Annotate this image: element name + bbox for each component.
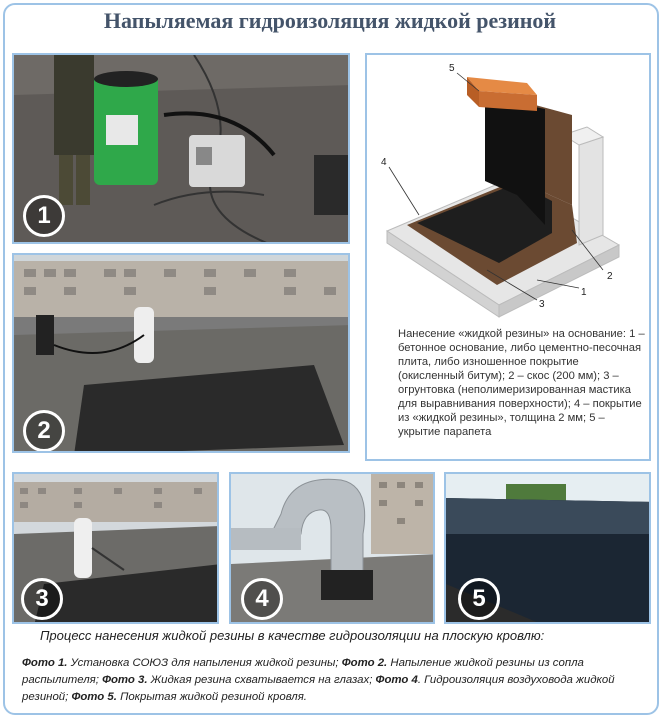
caption-label-4: Фото 4: [375, 674, 418, 686]
callout-3: 3: [539, 299, 545, 310]
photo-4-number: 4: [241, 578, 283, 620]
caption-text-3: Жидкая резина схватывается на глазах;: [147, 674, 376, 686]
photo-4: [229, 472, 435, 624]
photo-2-image: [14, 255, 350, 453]
caption-text-1: Установка СОЮЗ для напыления жидкой резины;: [67, 657, 342, 669]
caption-text-2: Напыление жидкой резины из сопла распылителя;: [22, 657, 584, 686]
caption-text-4: . Гидроизоляция воздуховода жидкой резиной;: [22, 674, 615, 703]
photo-3-number: 3: [21, 578, 63, 620]
caption-label-3: Фото 3.: [102, 674, 148, 686]
callout-1: 1: [581, 287, 587, 298]
caption-label-2: Фото 2.: [341, 657, 388, 669]
callout-2: 2: [607, 271, 613, 282]
caption-label-1: Фото 1.: [22, 657, 68, 669]
photo-5: [444, 472, 651, 624]
diagram-description: Нанесение «жидкой резины» на основание: 1 – бетонное основание, либо цементно-песочная плита, либо изношенное покрытие (окисленный битум); 2 – скос (200 мм); 3 – огрунтовка (неполимеризированная мастика для выравнивания поверхности); 4 – покрытие из «жидкой резины», толщина 2 мм; 5 – укрытие парапета: [398, 328, 645, 438]
caption-heading: Процесс нанесения жидкой резины в качестве гидроизоляции на плоскую кровлю:: [40, 628, 545, 643]
photo-1: [12, 53, 350, 244]
caption-label-5: Фото 5.: [71, 691, 117, 703]
caption-text-5: Покрытая жидкой резиной кровля.: [116, 691, 307, 703]
photo-5-number: 5: [458, 578, 500, 620]
photo-1-number: 1: [23, 195, 65, 237]
photo-2: [12, 253, 350, 453]
callout-5: 5: [449, 63, 455, 74]
page-title: Напыляемая гидроизоляция жидкой резиной: [103, 8, 557, 33]
photo-3: [12, 472, 219, 624]
photo-2-number: 2: [23, 410, 65, 452]
callout-4: 4: [381, 157, 387, 168]
caption-body: [22, 655, 642, 706]
